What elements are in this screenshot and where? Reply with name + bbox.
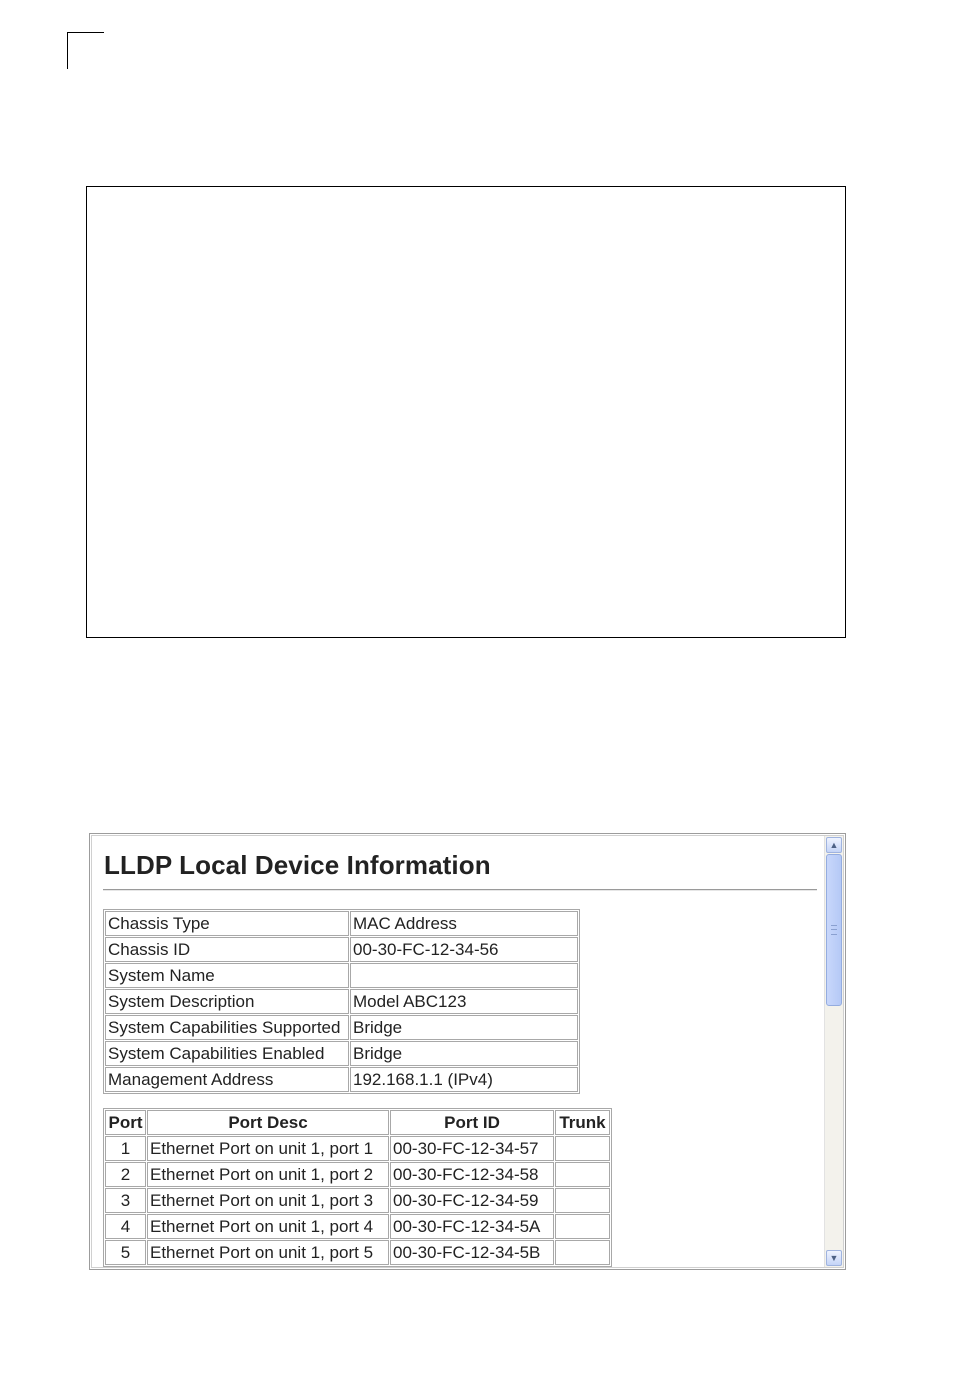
device-info-table: [103, 909, 580, 1094]
column-header-port-id: Port ID: [390, 1110, 554, 1135]
column-header-trunk: Trunk: [555, 1110, 610, 1135]
port-desc: Ethernet Port on unit 1, port 4: [147, 1214, 389, 1239]
port-number: 5: [105, 1240, 146, 1265]
info-value: 192.168.1.1 (IPv4): [350, 1067, 578, 1092]
info-value: MAC Address: [350, 911, 578, 936]
port-id: 00-30-FC-12-34-59: [390, 1188, 554, 1213]
grip-icon: [831, 925, 837, 935]
table-row: [105, 1188, 610, 1213]
page-content: [92, 836, 828, 1267]
info-label: System Description: [105, 989, 349, 1014]
table-header-row: [105, 1110, 610, 1135]
info-label: Chassis Type: [105, 911, 349, 936]
port-trunk: [555, 1240, 610, 1265]
port-trunk: [555, 1162, 610, 1187]
port-trunk: [555, 1136, 610, 1161]
arrow-up-icon[interactable]: ▲: [826, 837, 842, 853]
port-desc: Ethernet Port on unit 1, port 5: [147, 1240, 389, 1265]
port-info-table: [103, 1108, 612, 1267]
table-row: [105, 1067, 578, 1092]
port-id: 00-30-FC-12-34-5A: [390, 1214, 554, 1239]
arrow-down-icon[interactable]: ▼: [826, 1250, 842, 1266]
port-id: 00-30-FC-12-34-57: [390, 1136, 554, 1161]
table-row: [105, 937, 578, 962]
info-value: Bridge: [350, 1015, 578, 1040]
port-desc: Ethernet Port on unit 1, port 1: [147, 1136, 389, 1161]
port-number: 1: [105, 1136, 146, 1161]
info-label: System Capabilities Enabled: [105, 1041, 349, 1066]
table-row: [105, 989, 578, 1014]
info-label: System Name: [105, 963, 349, 988]
table-row: [105, 1136, 610, 1161]
browser-viewport: [89, 833, 846, 1270]
table-row: [105, 1015, 578, 1040]
info-value: 00-30-FC-12-34-56: [350, 937, 578, 962]
info-label: Management Address: [105, 1067, 349, 1092]
port-desc: Ethernet Port on unit 1, port 2: [147, 1162, 389, 1187]
page-title: LLDP Local Device Information: [104, 850, 491, 880]
info-value: Bridge: [350, 1041, 578, 1066]
port-id: 00-30-FC-12-34-58: [390, 1162, 554, 1187]
port-desc: Ethernet Port on unit 1, port 3: [147, 1188, 389, 1213]
scrollbar-thumb[interactable]: [826, 854, 842, 1006]
table-row: [105, 1240, 610, 1265]
column-header-port-desc: Port Desc: [147, 1110, 389, 1135]
title-divider: [103, 889, 817, 891]
port-id: 00-30-FC-12-34-5B: [390, 1240, 554, 1265]
info-value: Model ABC123: [350, 989, 578, 1014]
table-row: [105, 1162, 610, 1187]
vertical-scrollbar[interactable]: [824, 836, 843, 1267]
port-trunk: [555, 1214, 610, 1239]
crop-mark: [67, 32, 104, 69]
table-row: [105, 1214, 610, 1239]
table-row: [105, 911, 578, 936]
table-row: [105, 963, 578, 988]
port-number: 3: [105, 1188, 146, 1213]
info-label: Chassis ID: [105, 937, 349, 962]
column-header-port: Port: [105, 1110, 146, 1135]
table-row: [105, 1041, 578, 1066]
blank-figure-box: [86, 186, 846, 638]
viewport-frame: [91, 835, 844, 1268]
info-value: [350, 963, 578, 988]
info-label: System Capabilities Supported: [105, 1015, 349, 1040]
port-number: 4: [105, 1214, 146, 1239]
port-trunk: [555, 1188, 610, 1213]
port-number: 2: [105, 1162, 146, 1187]
